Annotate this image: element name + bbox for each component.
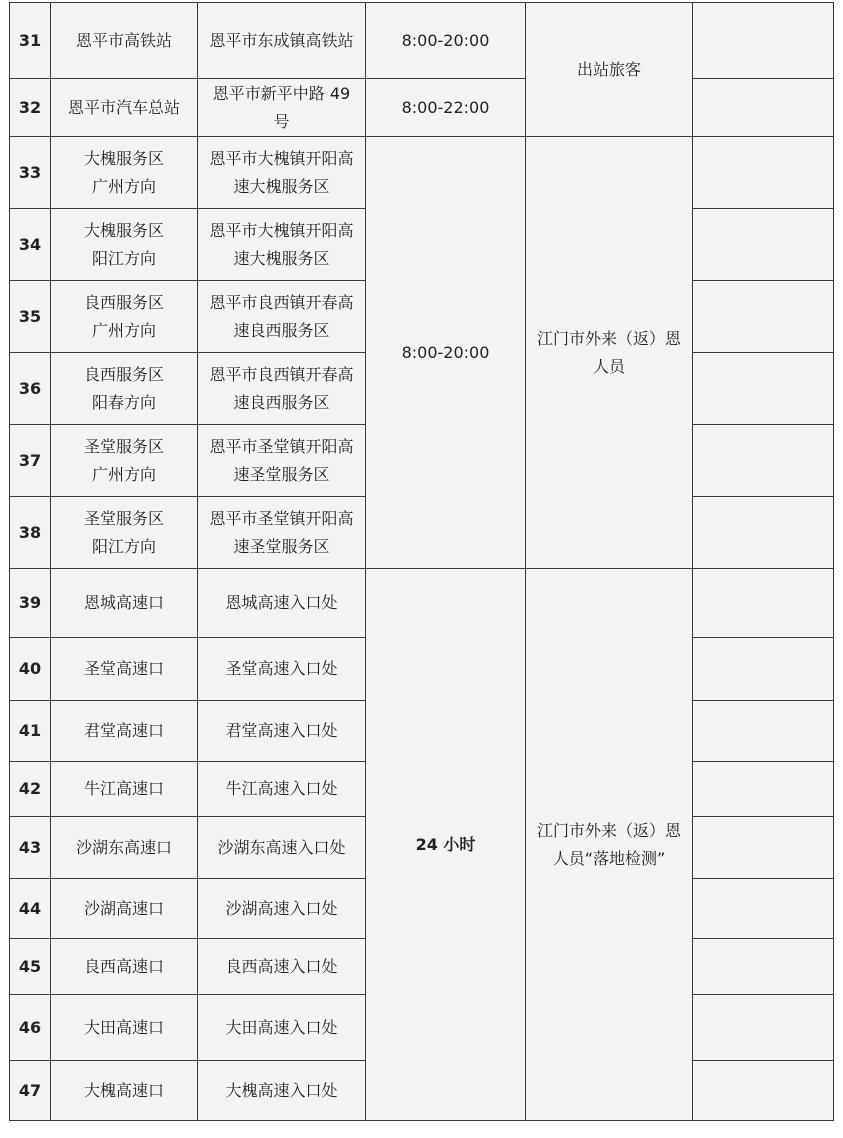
- site-name-line: 阳江方向: [91, 536, 156, 556]
- site-name: [51, 209, 198, 281]
- row-number: 41: [10, 701, 51, 762]
- target-group: 出站旅客: [526, 3, 693, 137]
- site-name-line: 阳江方向: [91, 248, 156, 268]
- site-address: 牛江高速入口处: [198, 762, 366, 817]
- remarks-cell: [693, 209, 834, 281]
- target-group-line: 人员“落地检测”: [552, 848, 666, 868]
- service-hours: 8:00-20:00: [366, 3, 526, 79]
- site-address: 恩城高速入口处: [198, 569, 366, 638]
- table-row: [10, 3, 834, 79]
- site-address: 沙湖高速入口处: [198, 879, 366, 939]
- remarks-cell: [693, 569, 834, 638]
- table-row: [10, 79, 834, 137]
- remarks-cell: [693, 1061, 834, 1121]
- row-number: 38: [10, 497, 51, 569]
- site-name: [51, 497, 198, 569]
- row-number: 32: [10, 79, 51, 137]
- remarks-cell: [693, 638, 834, 701]
- site-address: [198, 209, 366, 281]
- site-address-line: 恩平市大槐镇开阳高: [209, 148, 354, 168]
- site-address: 良西高速入口处: [198, 939, 366, 995]
- site-address-line: 号: [273, 111, 290, 131]
- site-name: [51, 425, 198, 497]
- site-address: [198, 353, 366, 425]
- remarks-cell: [693, 995, 834, 1061]
- site-name-line: 大槐服务区: [83, 220, 164, 240]
- site-address: 恩平市东成镇高铁站: [198, 3, 366, 79]
- service-hours: 8:00-22:00: [366, 79, 526, 137]
- remarks-cell: [693, 879, 834, 939]
- site-address-line: 恩平市良西镇开春高: [209, 292, 354, 312]
- site-address: [198, 137, 366, 209]
- remarks-cell: [693, 817, 834, 879]
- table-row: [10, 137, 834, 209]
- row-number: 36: [10, 353, 51, 425]
- remarks-cell: [693, 353, 834, 425]
- row-number: 44: [10, 879, 51, 939]
- site-name-line: 圣堂服务区: [83, 436, 164, 456]
- site-address: 大槐高速入口处: [198, 1061, 366, 1121]
- site-name-line: 良西服务区: [83, 292, 164, 312]
- service-hours: 24 小时: [366, 569, 526, 1121]
- row-number: 39: [10, 569, 51, 638]
- site-address-line: 恩平市良西镇开春高: [209, 364, 354, 384]
- site-address-line: 速大槐服务区: [233, 176, 330, 196]
- remarks-cell: [693, 79, 834, 137]
- remarks-cell: [693, 939, 834, 995]
- site-name-line: 圣堂服务区: [83, 508, 164, 528]
- site-address-line: 速大槐服务区: [233, 248, 330, 268]
- row-number: 33: [10, 137, 51, 209]
- site-name-line: 广州方向: [91, 464, 156, 484]
- site-address: 君堂高速入口处: [198, 701, 366, 762]
- sampling-site-table: [9, 2, 834, 1121]
- row-number: 43: [10, 817, 51, 879]
- row-number: 40: [10, 638, 51, 701]
- site-name-line: 阳春方向: [91, 392, 156, 412]
- site-address: [198, 497, 366, 569]
- remarks-cell: [693, 425, 834, 497]
- target-group: [526, 137, 693, 569]
- site-name: 恩平市高铁站: [51, 3, 198, 79]
- remarks-cell: [693, 762, 834, 817]
- site-name-line: 广州方向: [91, 320, 156, 340]
- site-address: 大田高速入口处: [198, 995, 366, 1061]
- row-number: 35: [10, 281, 51, 353]
- target-group: [526, 569, 693, 1121]
- site-name: 沙湖东高速口: [51, 817, 198, 879]
- remarks-cell: [693, 137, 834, 209]
- target-group-line: 江门市外来（返）恩: [536, 820, 681, 840]
- target-group-line: 江门市外来（返）恩: [536, 328, 681, 348]
- site-address-line: 速圣堂服务区: [233, 464, 330, 484]
- site-name: 沙湖高速口: [51, 879, 198, 939]
- site-address-line: 恩平市新平中路 49: [212, 83, 351, 103]
- remarks-cell: [693, 497, 834, 569]
- row-number: 46: [10, 995, 51, 1061]
- site-name: [51, 281, 198, 353]
- target-group-line: 人员: [592, 356, 625, 376]
- site-name: 君堂高速口: [51, 701, 198, 762]
- site-name: 大槐高速口: [51, 1061, 198, 1121]
- site-address-line: 速圣堂服务区: [233, 536, 330, 556]
- site-name: 圣堂高速口: [51, 638, 198, 701]
- site-address-line: 恩平市大槐镇开阳高: [209, 220, 354, 240]
- site-name: 大田高速口: [51, 995, 198, 1061]
- site-name: 良西高速口: [51, 939, 198, 995]
- site-name: 牛江高速口: [51, 762, 198, 817]
- site-name-line: 良西服务区: [83, 364, 164, 384]
- site-name-line: 大槐服务区: [83, 148, 164, 168]
- site-address-line: 恩平市圣堂镇开阳高: [209, 436, 354, 456]
- row-number: 45: [10, 939, 51, 995]
- row-number: 31: [10, 3, 51, 79]
- site-address: 圣堂高速入口处: [198, 638, 366, 701]
- row-number: 47: [10, 1061, 51, 1121]
- table-row: [10, 569, 834, 638]
- site-address: [198, 425, 366, 497]
- row-number: 37: [10, 425, 51, 497]
- site-name: [51, 353, 198, 425]
- remarks-cell: [693, 3, 834, 79]
- site-address-line: 恩平市圣堂镇开阳高: [209, 508, 354, 528]
- remarks-cell: [693, 281, 834, 353]
- site-name: [51, 137, 198, 209]
- site-name: 恩平市汽车总站: [51, 79, 198, 137]
- site-name-line: 广州方向: [91, 176, 156, 196]
- row-number: 34: [10, 209, 51, 281]
- site-address: [198, 281, 366, 353]
- site-address: 沙湖东高速入口处: [198, 817, 366, 879]
- row-number: 42: [10, 762, 51, 817]
- site-name: 恩城高速口: [51, 569, 198, 638]
- service-hours: 8:00-20:00: [366, 137, 526, 569]
- site-address-line: 速良西服务区: [233, 392, 330, 412]
- site-address-line: 速良西服务区: [233, 320, 330, 340]
- remarks-cell: [693, 701, 834, 762]
- site-address: [198, 79, 366, 137]
